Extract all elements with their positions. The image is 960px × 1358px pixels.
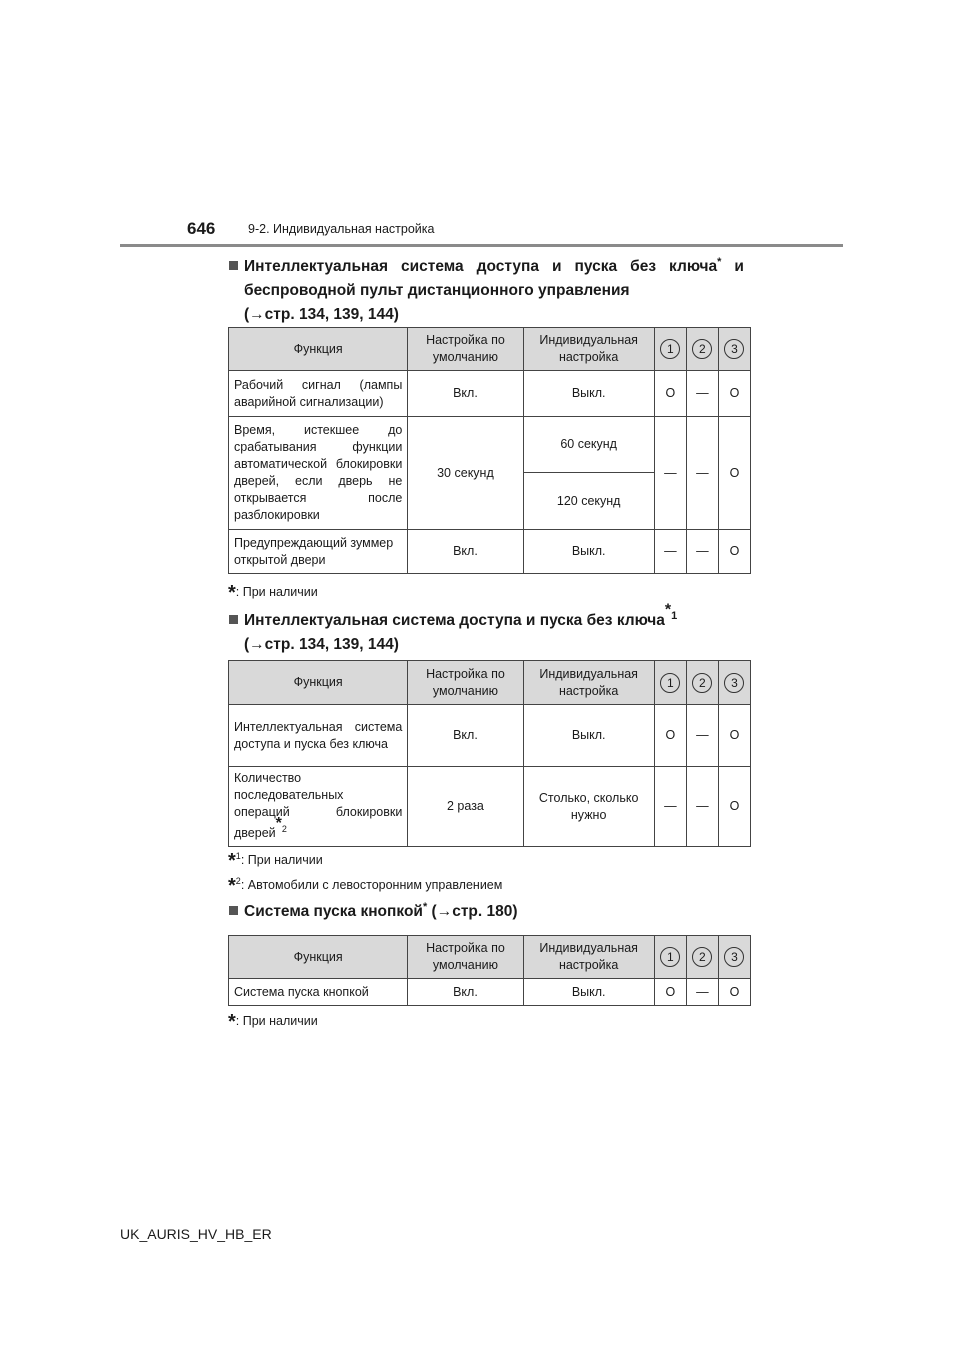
section1-footnote: *: При наличии	[228, 582, 318, 604]
header-default: Настройка по умолчанию	[408, 328, 523, 371]
function-cell: Время, истекшее до срабатывания функции автоматической блокировки дверей, если дверь не открывается после разблокировки	[229, 417, 408, 530]
method-3-cell: O	[718, 417, 750, 530]
page-number: 646	[187, 219, 216, 238]
default-cell: 2 раза	[408, 767, 523, 847]
header-function: Функция	[229, 661, 408, 705]
method-2-cell: —	[686, 979, 718, 1006]
table-row	[229, 417, 751, 473]
method-2-cell: —	[686, 530, 718, 574]
method-3-cell: O	[718, 767, 750, 847]
method-1-cell: O	[654, 371, 686, 417]
table-header-row	[229, 661, 751, 705]
section2-footnote-1: *$^1$: При наличии	[228, 850, 323, 872]
header-custom: Индивидуальная настройка	[523, 328, 654, 371]
header-custom: Индивидуальная настройка	[523, 661, 654, 705]
table-row	[229, 530, 751, 574]
table-row	[229, 705, 751, 767]
circled-number-1-icon: 1	[660, 673, 680, 693]
square-bullet-icon	[229, 261, 238, 270]
custom-cell: Выкл.	[523, 530, 654, 574]
header-function: Функция	[229, 328, 408, 371]
method-3-cell: O	[718, 979, 750, 1006]
circled-number-3-icon: 3	[724, 673, 744, 693]
method-1-cell: —	[654, 530, 686, 574]
function-cell: Предупреждающий зуммер открытой двери	[229, 530, 408, 574]
header-method-1	[654, 328, 686, 371]
circled-number-1-icon: 1	[660, 339, 680, 359]
section2-heading	[229, 601, 678, 657]
function-cell: Интеллектуальная система доступа и пуска без ключа	[229, 705, 408, 767]
custom-cell: Столько, сколько нужно	[523, 767, 654, 847]
header-custom: Индивидуальная настройка	[523, 936, 654, 979]
settings-table-3	[228, 935, 751, 1006]
function-cell: Рабочий сигнал (лампы аварийной сигнализации)	[229, 371, 408, 417]
method-2-cell: —	[686, 417, 718, 530]
method-3-cell: O	[718, 530, 750, 574]
default-cell: Вкл.	[408, 371, 523, 417]
custom-cell: Выкл.	[523, 371, 654, 417]
default-cell: Вкл.	[408, 530, 523, 574]
settings-table-2	[228, 660, 751, 847]
method-3-cell: O	[718, 371, 750, 417]
header-method-3	[718, 936, 750, 979]
table-row	[229, 371, 751, 417]
default-cell: Вкл.	[408, 705, 523, 767]
header-method-2	[686, 328, 718, 371]
circled-number-2-icon: 2	[692, 673, 712, 693]
method-3-cell: O	[718, 705, 750, 767]
table-header-row	[229, 936, 751, 979]
method-2-cell: —	[686, 371, 718, 417]
table-row	[229, 767, 751, 847]
circled-number-2-icon: 2	[692, 339, 712, 359]
default-cell: Вкл.	[408, 979, 523, 1006]
section1-page-ref: (→стр. 134, 139, 144)	[244, 306, 399, 323]
settings-table-1	[228, 327, 751, 574]
custom-cell: Выкл.	[523, 979, 654, 1006]
square-bullet-icon	[229, 615, 238, 624]
method-1-cell: —	[654, 417, 686, 530]
header-default: Настройка по умолчанию	[408, 661, 523, 705]
section2-heading-line1: Интеллектуальная система доступа и пуска без ключа$^{*1}$	[229, 609, 677, 633]
header-method-3	[718, 661, 750, 705]
method-1-cell: O	[654, 705, 686, 767]
method-2-cell: —	[686, 705, 718, 767]
header-function: Функция	[229, 936, 408, 979]
custom-cell: Выкл.	[523, 705, 654, 767]
square-bullet-icon	[229, 906, 238, 915]
custom-cell: 120 секунд	[523, 473, 654, 530]
table-row	[229, 979, 751, 1006]
header-method-1	[654, 936, 686, 979]
header-divider	[120, 244, 843, 247]
circled-number-3-icon: 3	[724, 947, 744, 967]
section1-heading-line2: беспроводной пульт дистанционного управления	[244, 282, 630, 299]
section1-heading-line1: Интеллектуальная система доступа и пуска без ключа* и	[229, 255, 744, 279]
custom-cell: 60 секунд	[523, 417, 654, 473]
section3-heading: Система пуска кнопкой* (→стр. 180)	[229, 900, 518, 924]
header-method-2	[686, 661, 718, 705]
section2-page-ref: (→стр. 134, 139, 144)	[244, 636, 399, 653]
header-method-2	[686, 936, 718, 979]
header-default: Настройка по умолчанию	[408, 936, 523, 979]
method-1-cell: —	[654, 767, 686, 847]
document-code: UK_AURIS_HV_HB_ER	[120, 1226, 272, 1242]
function-cell: Система пуска кнопкой	[229, 979, 408, 1006]
section1-heading	[229, 255, 744, 327]
circled-number-2-icon: 2	[692, 947, 712, 967]
header-method-1	[654, 661, 686, 705]
default-cell: 30 секунд	[408, 417, 523, 530]
section-title: 9-2. Индивидуальная настройка	[248, 222, 435, 236]
circled-number-3-icon: 3	[724, 339, 744, 359]
section3-footnote: *: При наличии	[228, 1011, 318, 1033]
circled-number-1-icon: 1	[660, 947, 680, 967]
method-1-cell: O	[654, 979, 686, 1006]
table-header-row	[229, 328, 751, 371]
section2-footnote-2: *$^2$: Автомобили с левосторонним управлением	[228, 875, 503, 897]
header-method-3	[718, 328, 750, 371]
method-2-cell: —	[686, 767, 718, 847]
function-cell: Количество последовательных операций блокировки дверей$^{*2}$	[229, 767, 408, 847]
